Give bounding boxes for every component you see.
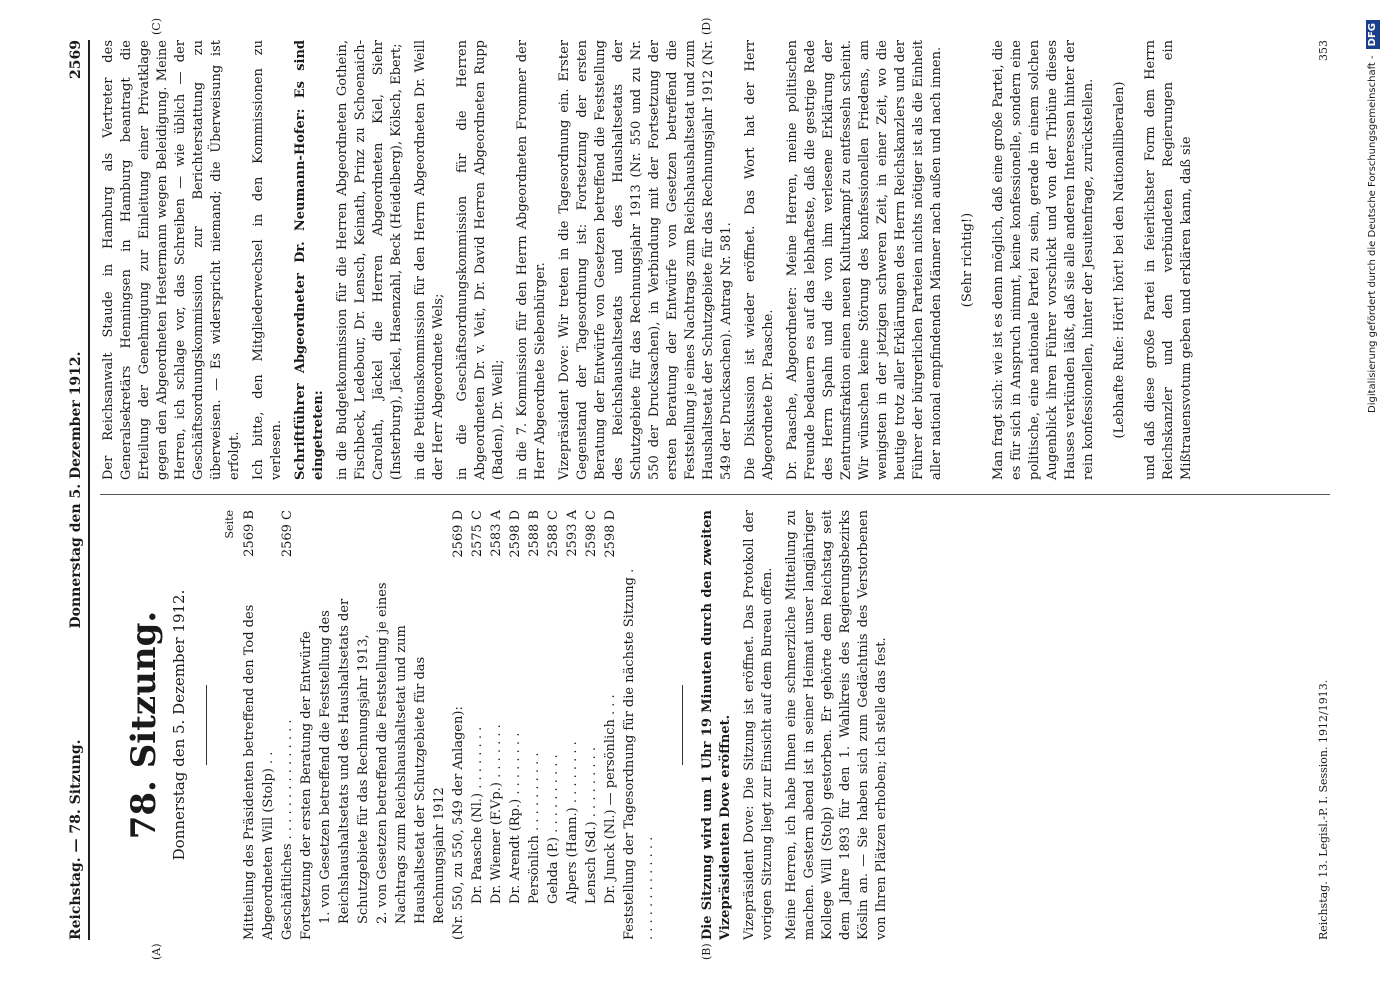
margin-mark-c: (C) [150, 18, 163, 35]
toc-row: Feststellung der Tagesordnung für die nächste Sitzung . . . . . . . . . . . . . . [622, 568, 656, 940]
divider [682, 685, 683, 765]
toc-row: Mitteilung des Präsidenten betreffend den Tod des Abgeordneten Will (Stolp) . . 2569 B [242, 510, 276, 940]
interjection: (Lebhafte Rufe: Hört! hört! bei den Nationalliberalen) [1112, 81, 1127, 439]
digitization-text: Digitalisierung gefördert durch die Deutsche Forschungsgemeinschaft - [1367, 55, 1378, 413]
paragraph: Vizepräsident Dove: Die Sitzung ist eröffnet. Das Protokoll der vorigen Sitzung liegt zur Einsicht auf dem Bureau offen. [742, 510, 775, 940]
toc-row: Geschäftliches . . . . . . . . . . . . . . . 2569 C [280, 510, 295, 940]
toc-row: (Nr. 550, zu 550, 549 der Anlagen): 2569 D [451, 510, 466, 940]
opening-statement: Die Sitzung wird um 1 Uhr 19 Minuten durch den zweiten Vizepräsidenten Dove eröffnet. [700, 510, 733, 940]
toc-row: Persönlich . . . . . . . . . . 2588 B [527, 510, 542, 904]
toc-row: Dr. Arendt (Rp.) . . . . . . . . 2598 D [508, 510, 523, 904]
interjection: (Sehr richtig!) [960, 212, 975, 308]
table-of-contents [240, 510, 658, 940]
paragraph: Meine Herren, ich habe Ihnen eine schmerzliche Mitteilung zu machen. Gestern abend ist in seiner Heimat unser langjähriger Kollege Will (Stolp) gestorben. Er gehörte dem Reichstag seit dem Jahre 1893 für den 1. Wahlkreis des Regierungsbezirks Köslin an. — Sie haben sich zum Gedächtnis des Verstorbenen von Ihren Plätzen erhoben; ich stelle das fest. [784, 510, 889, 940]
toc-row: Gehda (P.) . . . . . . . . . . 2588 C [546, 510, 561, 904]
paragraph: in die Petitionskommission für den Herrn Abgeordneten Dr. Weill der Herr Abgeordnete Wels; [413, 40, 446, 480]
divider [206, 685, 207, 765]
paragraph: und daß diese große Partei in feierlichster Form dem Herrn Reichskanzler und den verbündeten Regierungen ein Mißtrauensvotum geben und erklären kann, daß sie [1143, 40, 1194, 480]
right-column [100, 40, 1330, 480]
digitization-note [1362, 0, 1383, 1000]
margin-mark-b: (B) [700, 943, 713, 960]
column-divider [100, 494, 1330, 495]
toc-row: Fortsetzung der ersten Beratung der Entwürfe [299, 631, 314, 940]
toc-row: Alpers (Hann.) . . . . . . . . 2593 A [565, 510, 580, 904]
paragraph: Die Diskussion ist wieder eröffnet. Das Wort hat der Herr Abgeordnete Dr. Paasche. [743, 40, 776, 480]
paragraph: Man fragt sich: wie ist es denn möglich, daß eine große Partei, die es für sich in Anspruch nimmt, keine konfessionelle, sondern eine politische, eine nationale Partei zu sein, gerade in einem solchen Augenblick ihren Führer vorschickt und von der Tribüne dieses Hauses verkünden läßt, daß sie alle anderen Interessen hinter der rein konfessionellen, hinter der Jesuitenfrage, zurückstellen. [991, 40, 1096, 480]
margin-mark-d: (D) [700, 17, 713, 35]
sheet-number: 353 [1317, 40, 1330, 61]
paragraph: Ich bitte, den Mitgliederwechsel in den Kommissionen zu verlesen. [251, 40, 284, 480]
paragraph: Der Reichsanwalt Staude in Hamburg als Vertreter des Generalsekretärs Henningsen in Hamburg beantragt die Erteilung der Genehmigung zur Einleitung einer Privatklage gegen den Abgeordneten Hestermann wegen Beleidigung. Meine Herren, ich schlage vor, das Schreiben — wie üblich — der Geschäftsordnungskommission zur Berichterstattung zu überweisen. — Es widerspricht niemand; die Überweisung ist erfolgt. [101, 40, 242, 480]
header-page-number: 2569 [68, 40, 84, 79]
header-left: Reichstag. — 78. Sitzung. [68, 739, 84, 940]
left-footer: Reichstag. 13. Legisl.-P. I. Session. 1912/1913. [1317, 679, 1330, 940]
paragraph: in die Budgetkommission für die Herren Abgeordneten Gothein, Fischbeck, Ledebour, Dr. Lensch, Keinath, Prinz zu Schoenaich-Carolath, Jäckel die Herren Abgeordneten Kiel, Siehr (Insterburg), Jäckel, Hasenzahl, Beck (Heidelberg), Kölsch, Ebert; [335, 40, 404, 480]
paragraph: in die Geschäftsordnungskommission für die Herren Abgeordneten Dr. v. Veit, Dr. David Herren Abgeordneten Rupp (Baden), Dr. Weill; [455, 40, 506, 480]
paragraph: in die 7. Kommission für den Herrn Abgeordneten Frommer der Herr Abgeordnete Siebenbürger. [515, 40, 548, 480]
seite-label: Seite [223, 510, 236, 539]
paragraph: Dr. Paasche, Abgeordneter: Meine Herren, meine politischen Freunde bedauern es auf das lebhafteste, daß die gestrige Rede des Herrn Spahn und die von ihm verlesene Erklärung der Zentrumsfraktion einen neuen Kulturkampf zu entfesseln scheint. Wir wünschen keine Störung des konfessionellen Friedens, am wenigsten in der jetzigen schweren Zeit, in einer Zeit, wo die heutige trotz aller Erklärungen des Herrn Reichskanzlers und der Führer der bürgerlichen Parteien nichts nötiger ist als die Einheit aller national empfindenden Männer nach außen und nach innen. [785, 40, 944, 480]
paragraph: Vizepräsident Dove: Wir treten in die Tagesordnung ein. Erster Gegenstand der Tagesordnung ist: Fortsetzung der ersten Beratung der Entwürfe von Gesetzen betreffend die Feststellung des Reichshaushaltsetats und des Haushaltsetats der Schutzgebiete für das Rechnungsjahr 1913 (Nr. 550 und zu Nr. 550 der Drucksachen), in Verbindung mit der Fortsetzung der ersten Beratung der Entwürfe von Gesetzen betreffend die Feststellung je eines Nachtrags zum Reichshaushaltsetat und zum Haushaltsetat der Schutzgebiete für das Rechnungsjahr 1912 (Nr. 549 der Drucksachen). Antrag Nr. 581. [557, 40, 734, 480]
toc-row: Dr. Junck (Nl.) — persönlich . . . 2598 D [603, 510, 618, 904]
header-center: Donnerstag den 5. Dezember 1912. [68, 351, 84, 629]
page-header [60, 40, 90, 940]
paragraph: Schriftführer Abgeordneter Dr. Neumann-Hofer: Es sind eingetreten: [293, 40, 326, 480]
toc-row: Dr. Paasche (Nl.) . . . . . . . . 2575 C [470, 510, 485, 904]
session-title: 78. Sitzung. [124, 610, 164, 840]
toc-row: 2. von Gesetzen betreffend die Feststellung je eines Nachtrags zum Reichshaushaltsetat und zum Haushaltsetat der Schutzgebiete für das Rechnungsjahr 1912 [375, 582, 447, 924]
margin-mark-a: (A) [150, 943, 163, 960]
dfg-logo: DFG [1366, 20, 1380, 49]
session-date: Donnerstag den 5. Dezember 1912. [170, 589, 188, 861]
toc-row: Lensch (Sd.) . . . . . . . . . 2598 C [584, 510, 599, 904]
left-column [100, 510, 1330, 940]
toc-row: 1. von Gesetzen betreffend die Feststellung des Reichshaushaltsetats und des Haushaltsetats der Schutzgebiete für das Rechnungsjahr 1913, [318, 598, 371, 924]
toc-row: Dr. Wiemer (F.Vp.) . . . . . . . 2583 A [489, 510, 504, 904]
